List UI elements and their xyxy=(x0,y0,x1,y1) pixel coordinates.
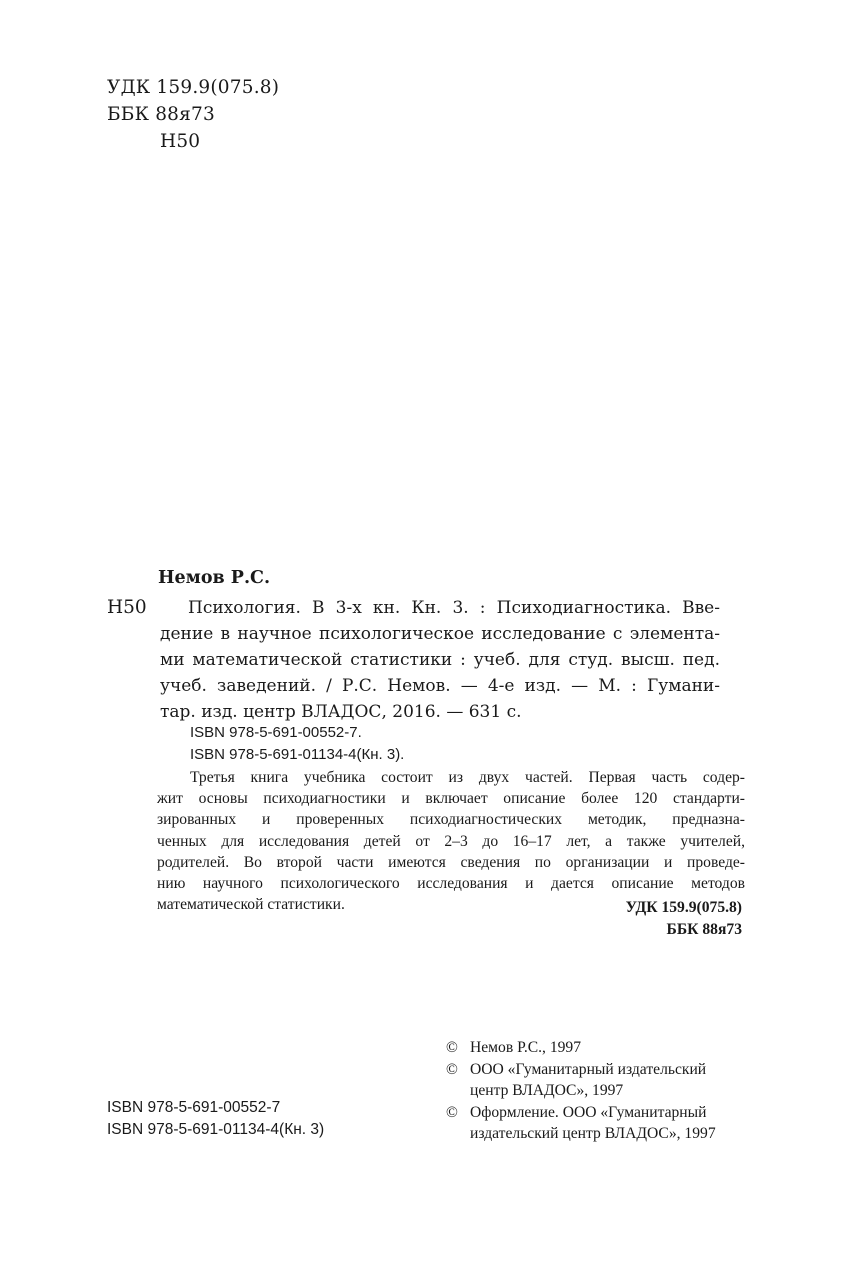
copyright-text: Немов Р.С., 1997 xyxy=(470,1039,582,1056)
bibliographic-description xyxy=(160,595,720,725)
entry-author-mark: Н50 xyxy=(107,597,147,618)
copyright-text: ООО «Гуманитарный издательский xyxy=(470,1060,707,1078)
isbn-volume: ISBN 978-5-691-01134-4(Кн. 3). xyxy=(190,746,405,763)
udk-code: УДК 159.9(075.8) xyxy=(107,77,280,98)
copyright-symbol: © xyxy=(446,1103,458,1121)
classification-block xyxy=(107,74,279,155)
abstract-line: нию научного психологического исследования и дается описание методов xyxy=(157,875,745,893)
copyright-symbol: © xyxy=(446,1060,458,1078)
isbn-block xyxy=(107,1097,324,1140)
entry-author: Немов Р.С. xyxy=(158,568,271,588)
copyright-block xyxy=(446,1037,716,1145)
abstract xyxy=(157,767,745,915)
description-line: дение в научное психологическое исследование с элемента- xyxy=(160,624,720,644)
bbk-code: ББК 88я73 xyxy=(107,104,215,125)
abstract-line: жит основы психодиагностики и включает описание более 120 стандарти- xyxy=(157,790,745,808)
description-line: Психология. В 3-х кн. Кн. 3. : Психодиагностика. Вве- xyxy=(188,598,720,618)
copyright-item xyxy=(446,1059,716,1102)
description-line: тар. изд. центр ВЛАДОС, 2016. — 631 с. xyxy=(160,702,522,722)
abstract-line: Третья книга учебника состоит из двух частей. Первая часть содер- xyxy=(190,769,745,786)
udk-code-right: УДК 159.9(075.8) xyxy=(625,899,742,916)
author-mark: Н50 xyxy=(160,131,201,152)
classification-right xyxy=(442,897,742,940)
copyright-text: Оформление. ООО «Гуманитарный xyxy=(470,1103,707,1121)
isbn-line: ISBN 978-5-691-01134-4(Кн. 3) xyxy=(107,1120,325,1138)
copyright-text: центр ВЛАДОС», 1997 xyxy=(470,1082,624,1100)
description-line: ми математической статистики : учеб. для студ. высш. пед. xyxy=(160,650,720,670)
copyright-item xyxy=(446,1037,716,1059)
abstract-line: зированных и проверенных психодиагностических методик, предназна- xyxy=(157,811,745,829)
abstract-line: ченных для исследования детей от 2–3 до 16–17 лет, а также учителей, xyxy=(157,832,745,850)
abstract-line: родителей. Во второй части имеются сведения по организации и проведе- xyxy=(157,853,745,871)
isbn-set: ISBN 978-5-691-00552-7. xyxy=(190,724,362,741)
description-line: учеб. заведений. / Р.С. Немов. — 4-е изд. — М. : Гумани- xyxy=(160,676,720,696)
copyright-text: издательский центр ВЛАДОС», 1997 xyxy=(470,1125,716,1143)
abstract-line: математической статистики. xyxy=(157,896,345,914)
isbn-line: ISBN 978-5-691-00552-7 xyxy=(107,1099,281,1116)
bbk-code-right: ББК 88я73 xyxy=(666,920,742,938)
copyright-item xyxy=(446,1102,716,1145)
copyright-symbol: © xyxy=(446,1039,458,1056)
